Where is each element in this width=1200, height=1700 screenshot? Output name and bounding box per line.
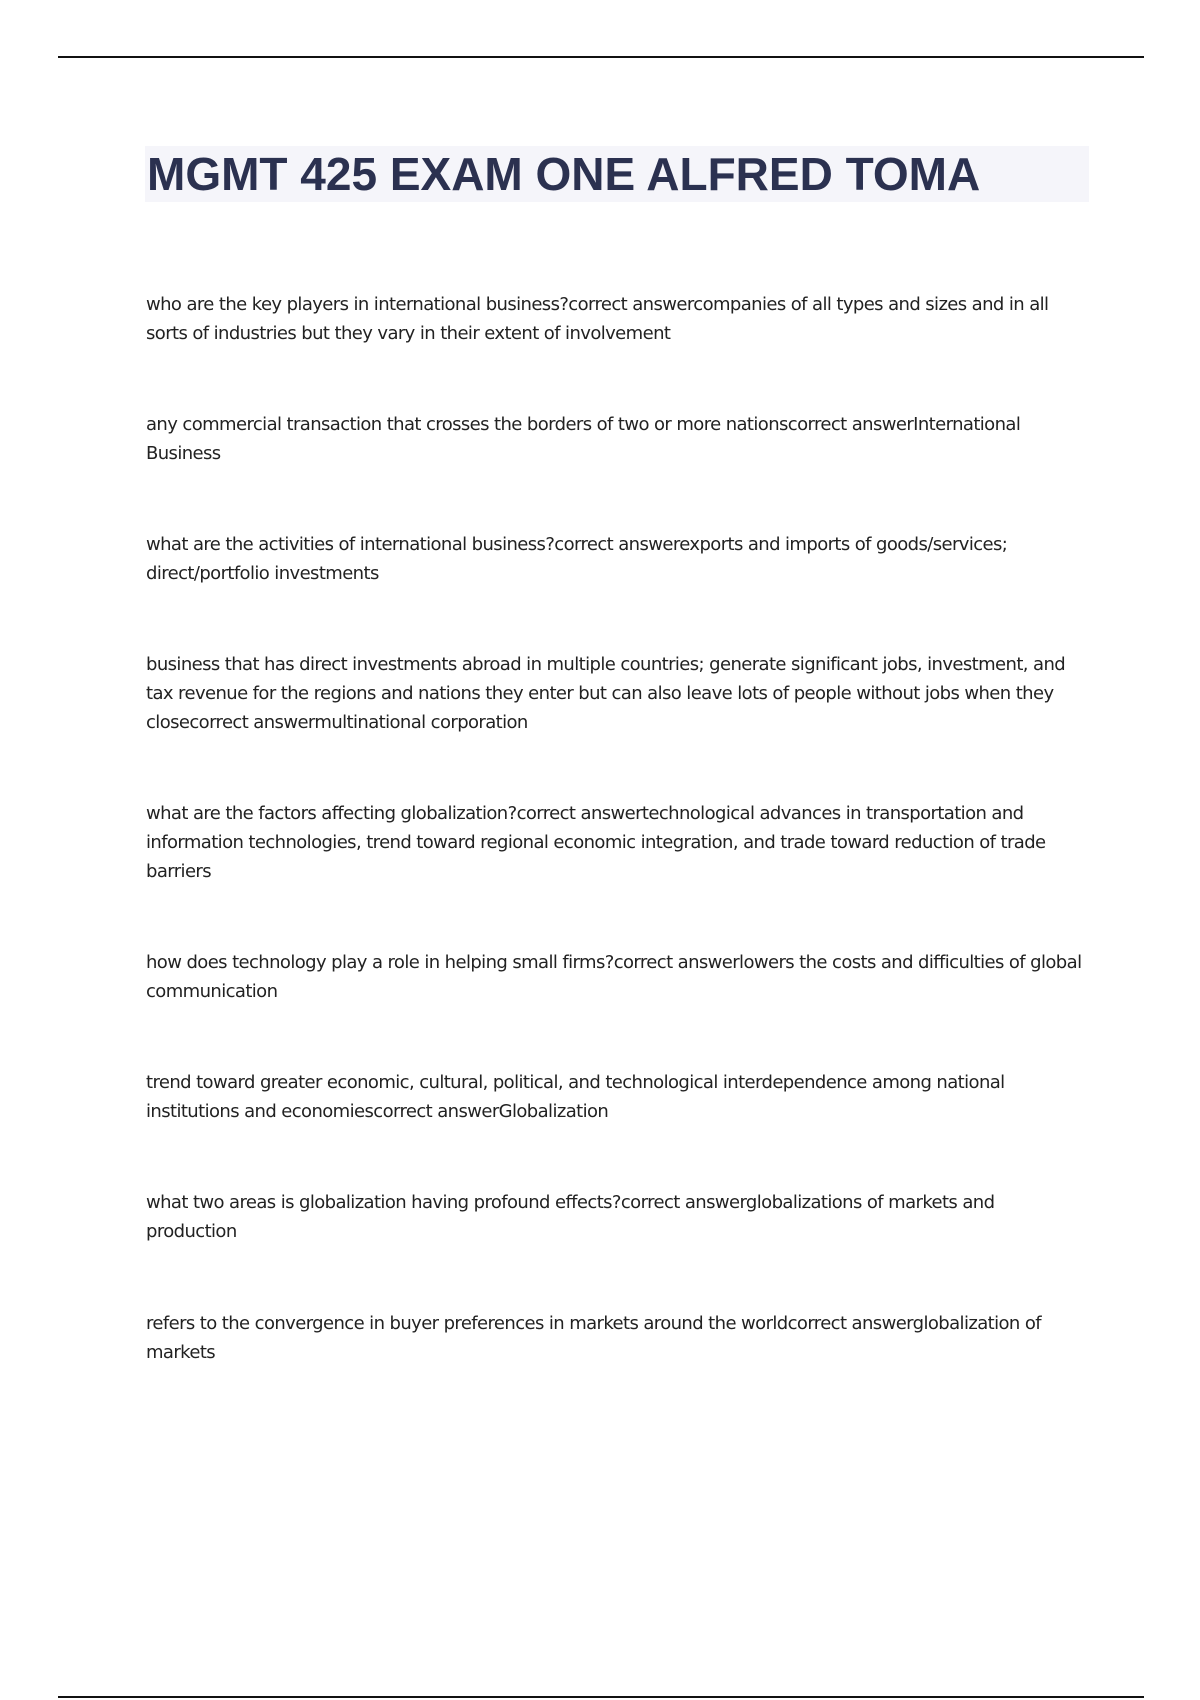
qa-entry: what two areas is globalization having profound effects?correct answerglobalizations of markets and production (146, 1192, 995, 1242)
header-rule (58, 56, 1144, 58)
qa-entry: who are the key players in international business?correct answercompanies of all types and sizes and in all sorts of industries but they vary in their extent of involvement (146, 294, 1049, 344)
footer-rule (58, 1696, 1144, 1698)
qa-entry: trend toward greater economic, cultural, political, and technological interdependence among national institutions and economiescorrect answerGlobalization (146, 1072, 1005, 1122)
qa-entry: what are the activities of international business?correct answerexports and imports of goods/services; direct/portfolio investments (146, 534, 1008, 584)
qa-entry: business that has direct investments abroad in multiple countries; generate significant jobs, investment, and tax revenue for the regions and nations they enter but can also leave lots of people without jobs when they closecorrect answermultinational corporation (146, 654, 1066, 733)
qa-entry: any commercial transaction that crosses the borders of two or more nationscorrect answerInternational Business (146, 414, 1021, 464)
qa-entry: refers to the convergence in buyer preferences in markets around the worldcorrect answerglobalization of markets (146, 1313, 1041, 1363)
document-title: MGMT 425 EXAM ONE ALFRED TOMA (147, 148, 981, 200)
qa-entry: how does technology play a role in helping small firms?correct answerlowers the costs and difficulties of global communication (146, 952, 1082, 1002)
qa-entry: what are the factors affecting globalization?correct answertechnological advances in transportation and information technologies, trend toward regional economic integration, and trade toward reduction of trade barriers (146, 803, 1046, 882)
